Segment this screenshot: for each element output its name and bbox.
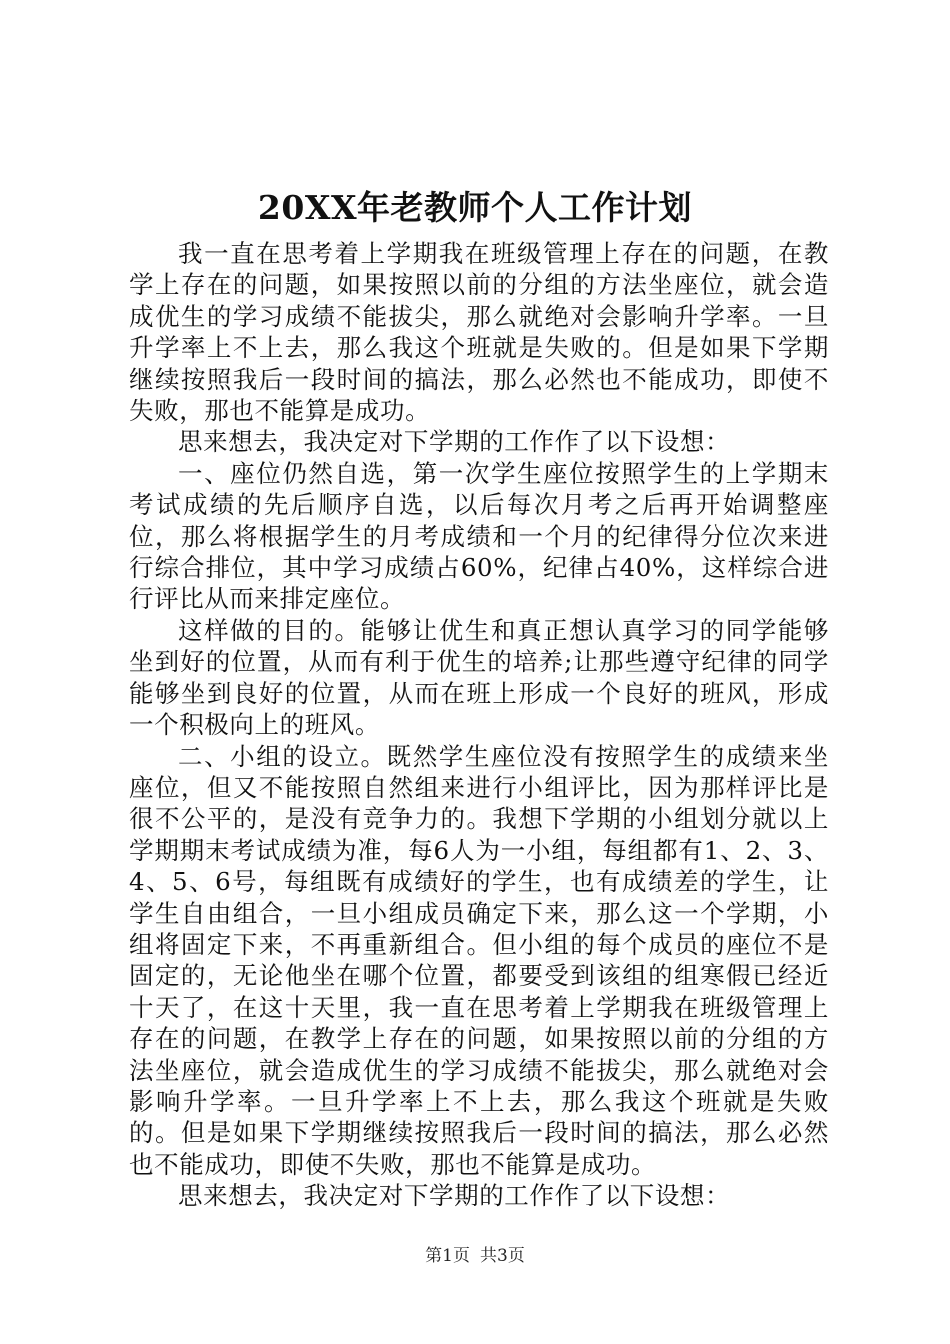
page-number: 第1页	[425, 1246, 470, 1266]
paragraph: 二、小组的设立。既然学生座位没有按照学生的成绩来坐座位，但又不能按照自然组来进行小组评比，因为那样评比是很不公平的，是没有竞争力的。我想下学期的小组划分就以上学期期末考试成绩为准，每6人为一小组，每组都有1、2、3、4、5、6号，每组既有成绩好的学生，也有成绩差的学生，让学生自由组合，一旦小组成员确定下来，那么这一个学期，小组将固定下来，不再重新组合。但小组的每个成员的座位不是固定的，无论他坐在哪个位置，都要受到该组的组寒假已经近十天了，在这十天里，我一直在思考着上学期我在班级管理上存在的问题，在教学上存在的问题，如果按照以前的分组的方法坐座位，就会造成优生的学习成绩不能拔尖，那么就绝对会影响升学率。一旦升学率上不上去，那么我这个班就是失败的。但是如果下学期继续按照我后一段时间的搞法，那么必然也不能成功，即使不失败，那也不能算是成功。	[129, 741, 829, 1179]
document-body	[129, 238, 829, 1212]
page-total: 共3页	[480, 1246, 525, 1266]
paragraph: 思来想去，我决定对下学期的工作作了以下设想：	[178, 427, 731, 457]
paragraph: 思来想去，我决定对下学期的工作作了以下设想：	[178, 1181, 731, 1211]
paragraph: 这样做的目的。能够让优生和真正想认真学习的同学能够坐到好的位置，从而有利于优生的培养;让那些遵守纪律的同学能够坐到良好的位置，从而在班上形成一个良好的班风，形成一个积极向上的班风。	[129, 615, 829, 740]
paragraph: 我一直在思考着上学期我在班级管理上存在的问题，在教学上存在的问题，如果按照以前的分组的方法坐座位，就会造成优生的学习成绩不能拔尖，那么就绝对会影响升学率。一旦升学率上不上去，那么我这个班就是失败的。但是如果下学期继续按照我后一段时间的搞法，那么必然也不能成功，即使不失败，那也不能算是成功。	[129, 239, 829, 426]
paragraph: 一、座位仍然自选，第一次学生座位按照学生的上学期末考试成绩的先后顺序自选，以后每次月考之后再开始调整座位，那么将根据学生的月考成绩和一个月的纪律得分位次来进行综合排位，其中学习成绩占60%，纪律占40%，这样综合进行评比从而来排定座位。	[129, 458, 829, 614]
page-footer	[0, 1244, 950, 1268]
document-title: 20XX年老教师个人工作计划	[257, 188, 693, 227]
